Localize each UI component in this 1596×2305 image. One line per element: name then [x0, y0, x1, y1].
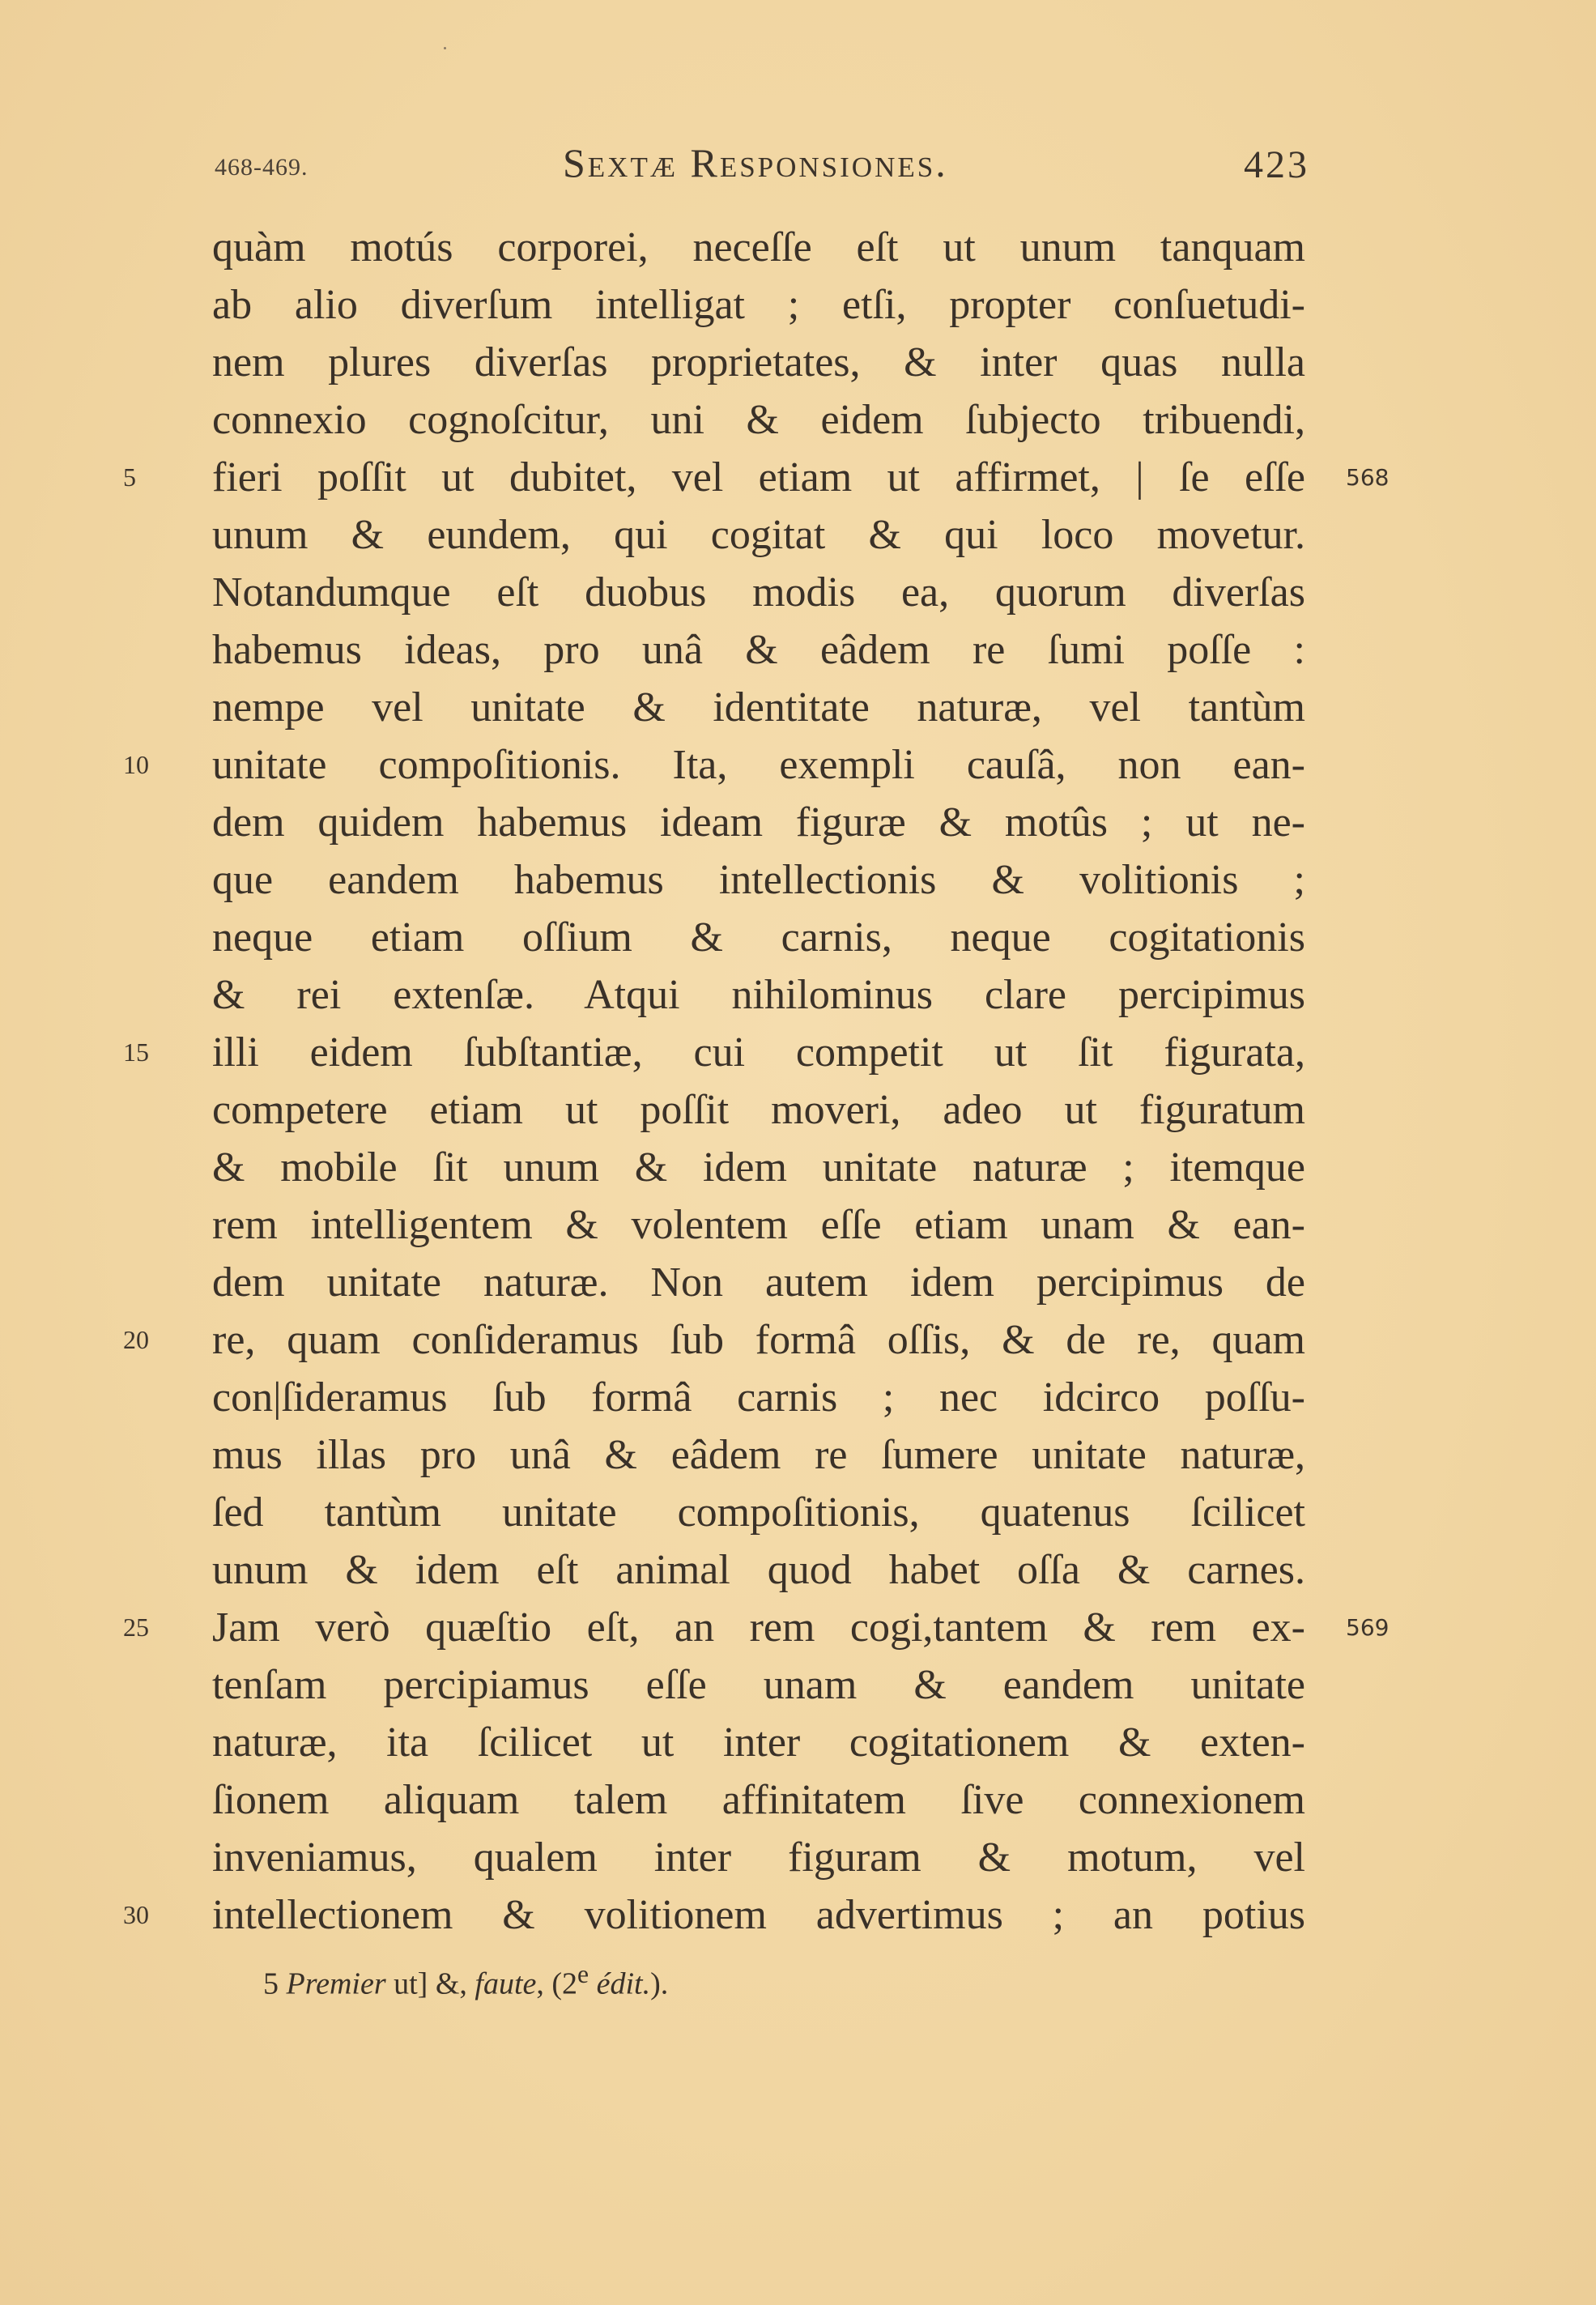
text-line: neque etiam oſſium & carnis, neque cogitationis — [212, 914, 1305, 961]
text-line: rem intelligentem & volentem eſſe etiam unam & ean- — [212, 1202, 1305, 1248]
text-line: quàm motús corporei, neceſſe eſt ut unum tanquam — [212, 224, 1305, 271]
text-line: dem quidem habemus ideam figuræ & motûs ; ut ne- — [212, 799, 1305, 846]
footnote-italic-2: faute — [475, 1966, 537, 2001]
line-number-30: 30 — [123, 1900, 149, 1929]
margin-reference-568: 568 — [1346, 464, 1390, 491]
line-number-5: 5 — [123, 462, 136, 492]
text-line: naturæ, ita ſcilicet ut inter cogitationem & exten- — [212, 1719, 1305, 1766]
footnote-italic-1: Premier — [286, 1966, 386, 2001]
paper-speck — [444, 47, 446, 49]
header-title: Sextæ Responsiones. — [563, 140, 948, 185]
text-line: con|ſideramus ſub formâ carnis ; nec idcirco poſſu- — [212, 1374, 1305, 1421]
text-line: ab alio diverſum intelligat ; etſi, propter conſuetudi- — [212, 282, 1305, 328]
text-line: nempe vel unitate & identitate naturæ, vel tantùm — [212, 684, 1305, 731]
footnote-text-2: , (2 — [536, 1966, 578, 2001]
main-text-block — [123, 219, 1390, 1944]
text-line: 30 intellectionem & volitionem advertimus ; an potius — [212, 1886, 1305, 1944]
line-number-10: 10 — [123, 750, 149, 779]
footnote-superscript: e — [577, 1960, 589, 1988]
running-header — [215, 139, 1316, 196]
text-line: 5 fieri poſſit ut dubitet, vel etiam ut affirmet, | ſe eſſe 568 — [212, 449, 1305, 506]
text-line: Notandumque eſt duobus modis ea, quorum diverſas — [212, 569, 1305, 616]
text-line: 10 unitate compoſitionis. Ita, exempli cauſâ, non ean- — [212, 736, 1305, 794]
text-line: competere etiam ut poſſit moveri, adeo ut figuratum — [212, 1087, 1305, 1133]
text-line: tenſam percipiamus eſſe unam & eandem unitate — [212, 1662, 1305, 1708]
text-line: ſed tantùm unitate compoſitionis, quatenus ſcilicet — [212, 1489, 1305, 1536]
text-line: unum & idem eſt animal quod habet oſſa & carnes. — [212, 1547, 1305, 1593]
text-line: mus illas pro unâ & eâdem re ſumere unitate naturæ, — [212, 1432, 1305, 1478]
text-line: 15 illi eidem ſubſtantiæ, cui competit ut ſit figurata, — [212, 1024, 1305, 1081]
margin-reference-569: 569 — [1346, 1614, 1390, 1641]
text-line: unum & eundem, qui cogitat & qui loco movetur. — [212, 512, 1305, 558]
text-line: que eandem habemus intellectionis & volitionis ; — [212, 857, 1305, 903]
line-number-15: 15 — [123, 1037, 149, 1067]
text-line: dem unitate naturæ. Non autem idem percipimus de — [212, 1259, 1305, 1306]
text-line: 25 Jam verò quæſtio eſt, an rem cogi,tantem & rem ex- 569 — [212, 1599, 1305, 1656]
text-line: connexio cognoſcitur, uni & eidem ſubjecto tribuendi, — [212, 397, 1305, 443]
header-page-range: 468-469. — [215, 154, 309, 181]
text-line: 20 re, quam conſideramus ſub formâ oſſis, & de re, quam — [212, 1311, 1305, 1369]
footnote-number: 5 — [263, 1966, 279, 2001]
text-line: nem plures diverſas proprietates, & inter quas nulla — [212, 339, 1305, 386]
line-number-20: 20 — [123, 1325, 149, 1354]
footnote-text-1: ut] &, — [385, 1966, 475, 2001]
text-line: & mobile ſit unum & idem unitate naturæ ; itemque — [212, 1144, 1305, 1191]
text-line: habemus ideas, pro unâ & eâdem re ſumi poſſe : — [212, 627, 1305, 673]
footnote-italic-3: édit. — [589, 1966, 651, 2001]
text-line: inveniamus, qualem inter figuram & motum, vel — [212, 1834, 1305, 1881]
footnote — [263, 1960, 668, 2002]
text-line: ſionem aliquam talem affinitatem ſive connexionem — [212, 1777, 1305, 1823]
footnote-text-3: ). — [650, 1966, 669, 2001]
text-line: & rei extenſæ. Atqui nihilominus clare percipimus — [212, 972, 1305, 1018]
page-number: 423 — [1244, 143, 1309, 186]
line-number-25: 25 — [123, 1613, 149, 1642]
